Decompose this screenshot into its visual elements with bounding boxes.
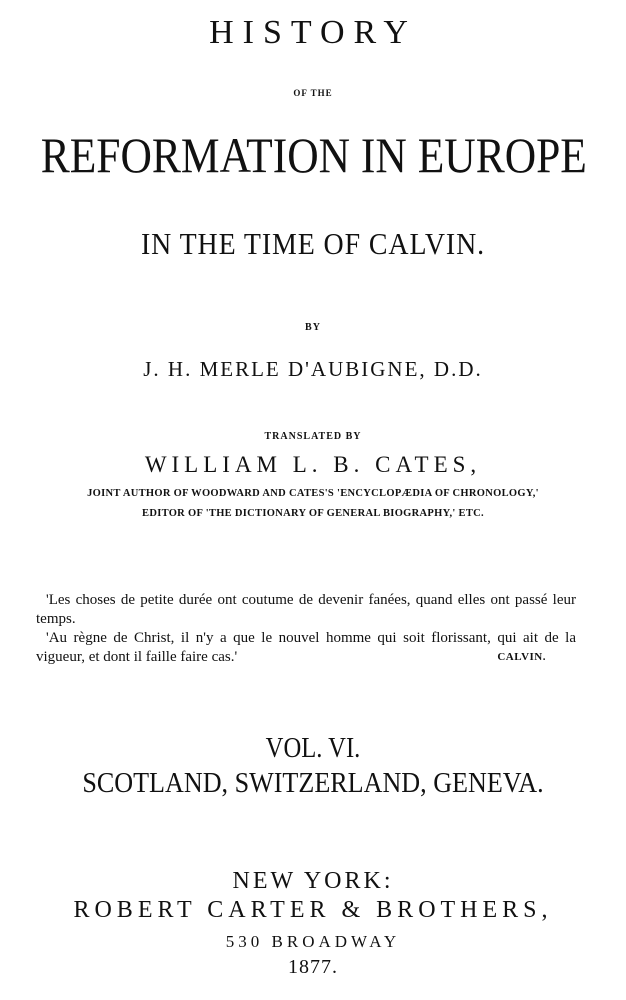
author-name: J. H. MERLE D'AUBIGNE, D.D. [143,357,483,381]
epigraph-1 [36,591,576,629]
volume-subject: SCOTLAND, SWITZERLAND, GENEVA. [82,767,544,799]
subtitle: IN THE TIME OF CALVIN. [140,226,486,261]
publisher-address: 530 BROADWAY [225,932,401,951]
epigraph-attribution: CALVIN. [497,651,546,663]
by-label: BY [305,322,321,333]
translator-name: WILLIAM L. B. CATES, [144,452,482,477]
publisher-name: ROBERT CARTER & BROTHERS, [73,897,553,923]
title-history: HISTORY [209,14,417,51]
translator-credit-2: EDITOR OF 'THE DICTIONARY OF GENERAL BIOGRAPHY,' ETC. [142,508,484,519]
epigraph-2 [36,629,576,667]
translated-by-label: TRANSLATED BY [264,431,362,442]
title-of-the: OF THE [293,88,333,98]
translator-credit-1: JOINT AUTHOR OF WOODWARD AND CATES'S 'ENCYCLOPÆDIA OF CHRONOLOGY,' [87,488,539,499]
volume-number: VOL. VI. [265,733,361,764]
publisher-city: NEW YORK: [232,868,394,894]
main-title: REFORMATION IN EUROPE [40,127,587,183]
publication-year: 1877. [288,956,338,978]
epigraph-2-text: 'Au règne de Christ, il n'y a que le nouvel homme qui soit florissant, qui ait de la vigueur, et dont il faille faire cas.' [36,630,576,665]
epigraph-1-text: 'Les choses de petite durée ont coutume de devenir fanées, quand elles ont passé leur temps. [36,592,576,627]
